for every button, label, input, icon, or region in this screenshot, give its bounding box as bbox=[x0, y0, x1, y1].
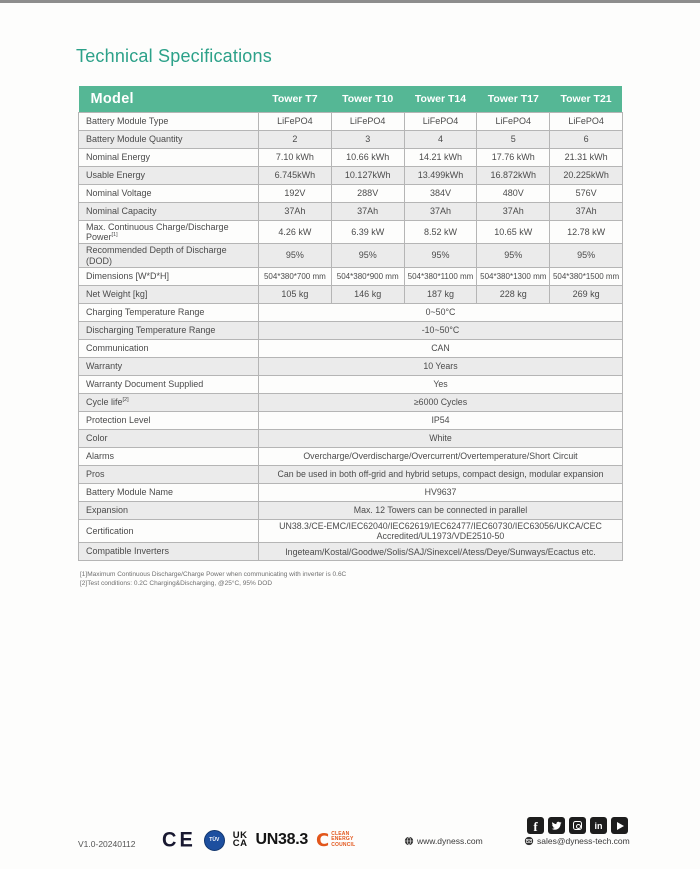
spec-value: 37Ah bbox=[331, 202, 404, 220]
cec-line2: ENERGY bbox=[331, 836, 354, 843]
table-row bbox=[79, 429, 623, 447]
spec-value: UN38.3/CE-EMC/IEC62040/IEC62619/IEC62477/IEC60730/IEC63056/UKCA/CEC Accredited/UL1973/VDE2510-50 bbox=[259, 519, 623, 542]
ukca-line1: UK bbox=[232, 829, 248, 841]
spec-label: Nominal Voltage bbox=[79, 184, 259, 202]
table-row bbox=[79, 339, 623, 357]
scan-top-edge bbox=[0, 0, 700, 3]
spec-value: 187 kg bbox=[404, 285, 477, 303]
spec-value: 37Ah bbox=[404, 202, 477, 220]
table-row bbox=[79, 447, 623, 465]
column-header: Tower T17 bbox=[477, 86, 550, 112]
spec-value: White bbox=[259, 429, 623, 447]
spec-value: 192V bbox=[259, 184, 332, 202]
table-row bbox=[79, 220, 623, 244]
spec-value: 37Ah bbox=[259, 202, 332, 220]
spec-label: Warranty Document Supplied bbox=[79, 375, 259, 393]
tuv-logo-label: TÜV bbox=[209, 837, 220, 843]
spec-label: Recommended Depth of Discharge (DOD) bbox=[79, 244, 259, 268]
spec-value: 6.745kWh bbox=[259, 166, 332, 184]
social-icons-row bbox=[527, 817, 628, 834]
spec-value: 13.499kWh bbox=[404, 166, 477, 184]
linkedin-icon[interactable]: in bbox=[590, 817, 607, 834]
clean-energy-council-logo bbox=[316, 830, 355, 851]
spec-label: Nominal Energy bbox=[79, 148, 259, 166]
spec-value: 5 bbox=[477, 130, 550, 148]
spec-value: 269 kg bbox=[550, 285, 623, 303]
spec-value: 480V bbox=[477, 184, 550, 202]
cec-line1: CLEAN bbox=[331, 831, 350, 838]
spec-value: LiFePO4 bbox=[550, 112, 623, 130]
spec-value: 2 bbox=[259, 130, 332, 148]
email-text: sales@dyness-tech.com bbox=[537, 836, 630, 846]
spec-label: Nominal Capacity bbox=[79, 202, 259, 220]
spec-value: 10.127kWh bbox=[331, 166, 404, 184]
facebook-icon[interactable]: f bbox=[527, 817, 544, 834]
spec-value: LiFePO4 bbox=[404, 112, 477, 130]
spec-value: LiFePO4 bbox=[477, 112, 550, 130]
certification-logos bbox=[162, 826, 355, 854]
table-row bbox=[79, 285, 623, 303]
column-header: Tower T14 bbox=[404, 86, 477, 112]
spec-value: 504*380*1500 mm bbox=[550, 267, 623, 285]
spec-label: Communication bbox=[79, 339, 259, 357]
spec-label: Usable Energy bbox=[79, 166, 259, 184]
spec-table-body bbox=[79, 112, 623, 561]
spec-value: 4.26 kW bbox=[259, 220, 332, 244]
footnote-2: [2]Test conditions: 0.2C Charging&Discharging, @25°C, 95% DOD bbox=[80, 579, 273, 587]
table-row bbox=[79, 202, 623, 220]
spec-value: 95% bbox=[477, 244, 550, 268]
instagram-icon[interactable] bbox=[569, 817, 586, 834]
spec-label: Battery Module Quantity bbox=[79, 130, 259, 148]
spec-value: Can be used in both off-grid and hybrid setups, compact design, modular expansion bbox=[259, 465, 623, 483]
spec-value: 504*380*1100 mm bbox=[404, 267, 477, 285]
table-row bbox=[79, 393, 623, 411]
table-row bbox=[79, 483, 623, 501]
spec-label: Net Weight [kg] bbox=[79, 285, 259, 303]
twitter-icon[interactable] bbox=[548, 817, 565, 834]
ce-mark-logo: CE bbox=[162, 827, 196, 852]
table-row bbox=[79, 543, 623, 561]
table-row bbox=[79, 519, 623, 542]
spec-value: 504*380*700 mm bbox=[259, 267, 332, 285]
column-header: Tower T21 bbox=[550, 86, 623, 112]
ukca-logo bbox=[232, 829, 248, 849]
spec-value: 21.31 kWh bbox=[550, 148, 623, 166]
table-row bbox=[79, 411, 623, 429]
spec-label: Pros bbox=[79, 465, 259, 483]
spec-label: Battery Module Name bbox=[79, 483, 259, 501]
spec-value: ≥6000 Cycles bbox=[259, 393, 623, 411]
spec-value: 6 bbox=[550, 130, 623, 148]
column-header: Tower T10 bbox=[331, 86, 404, 112]
table-row bbox=[79, 184, 623, 202]
document-version: V1.0-20240112 bbox=[78, 839, 136, 849]
spec-value: 10.65 kW bbox=[477, 220, 550, 244]
un38-3-logo: UN38.3 bbox=[255, 831, 308, 848]
table-row bbox=[79, 112, 623, 130]
envelope-icon bbox=[524, 836, 534, 846]
spec-value: 3 bbox=[331, 130, 404, 148]
spec-value: 4 bbox=[404, 130, 477, 148]
spec-label: Color bbox=[79, 429, 259, 447]
table-row bbox=[79, 357, 623, 375]
globe-icon bbox=[404, 836, 414, 846]
website-text: www.dyness.com bbox=[417, 836, 483, 846]
spec-value: 105 kg bbox=[259, 285, 332, 303]
footnote-1: [1]Maximum Continuous Discharge/Charge Power when communicating with inverter is 0.6C bbox=[80, 571, 347, 578]
spec-label: Compatible Inverters bbox=[79, 543, 259, 561]
spec-value: 14.21 kWh bbox=[404, 148, 477, 166]
spec-value: 7.10 kWh bbox=[259, 148, 332, 166]
spec-value: Yes bbox=[259, 375, 623, 393]
spec-value: IP54 bbox=[259, 411, 623, 429]
page-title: Technical Specifications bbox=[76, 46, 272, 66]
spec-value: HV9637 bbox=[259, 483, 623, 501]
spec-value: 37Ah bbox=[550, 202, 623, 220]
spec-value: Max. 12 Towers can be connected in parallel bbox=[259, 501, 623, 519]
spec-value: 8.52 kW bbox=[404, 220, 477, 244]
cec-c-icon: C bbox=[315, 829, 330, 851]
tuv-logo bbox=[204, 830, 225, 851]
table-row bbox=[79, 321, 623, 339]
spec-value: CAN bbox=[259, 339, 623, 357]
model-header: Model bbox=[79, 86, 259, 112]
table-row bbox=[79, 148, 623, 166]
table-row bbox=[79, 501, 623, 519]
spec-value: 95% bbox=[404, 244, 477, 268]
spec-value: Overcharge/Overdischarge/Overcurrent/Overtemperature/Short Circuit bbox=[259, 447, 623, 465]
spec-value: 10.66 kWh bbox=[331, 148, 404, 166]
spec-value: 0~50°C bbox=[259, 303, 623, 321]
spec-value: Ingeteam/Kostal/Goodwe/Solis/SAJ/Sinexcel/Atess/Deye/Sunways/Ecactus etc. bbox=[259, 543, 623, 561]
cec-line3: COUNCIL bbox=[331, 841, 356, 848]
table-row bbox=[79, 375, 623, 393]
spec-value: 576V bbox=[550, 184, 623, 202]
table-row bbox=[79, 244, 623, 268]
spec-table bbox=[78, 86, 623, 561]
youtube-icon[interactable] bbox=[611, 817, 628, 834]
table-row bbox=[79, 130, 623, 148]
spec-label: Expansion bbox=[79, 501, 259, 519]
spec-value: 6.39 kW bbox=[331, 220, 404, 244]
spec-value: 146 kg bbox=[331, 285, 404, 303]
spec-value: 288V bbox=[331, 184, 404, 202]
footnotes bbox=[80, 571, 346, 588]
spec-label: Max. Continuous Charge/Discharge Power[1] bbox=[79, 220, 259, 244]
table-row bbox=[79, 166, 623, 184]
spec-label: Certification bbox=[79, 519, 259, 542]
spec-value: 504*380*900 mm bbox=[331, 267, 404, 285]
email-link[interactable] bbox=[524, 836, 630, 846]
spec-value: LiFePO4 bbox=[331, 112, 404, 130]
spec-label: Alarms bbox=[79, 447, 259, 465]
column-header: Tower T7 bbox=[259, 86, 332, 112]
spec-value: 95% bbox=[550, 244, 623, 268]
table-row bbox=[79, 303, 623, 321]
spec-value: 37Ah bbox=[477, 202, 550, 220]
spec-label: Charging Temperature Range bbox=[79, 303, 259, 321]
spec-value: -10~50°C bbox=[259, 321, 623, 339]
spec-label: Protection Level bbox=[79, 411, 259, 429]
ukca-line2: CA bbox=[232, 838, 248, 849]
table-row bbox=[79, 465, 623, 483]
spec-value: 95% bbox=[259, 244, 332, 268]
spec-label: Cycle life[2] bbox=[79, 393, 259, 411]
header-row bbox=[79, 86, 623, 112]
spec-value: 12.78 kW bbox=[550, 220, 623, 244]
spec-value: 228 kg bbox=[477, 285, 550, 303]
spec-value: 10 Years bbox=[259, 357, 623, 375]
table-row bbox=[79, 267, 623, 285]
spec-label: Battery Module Type bbox=[79, 112, 259, 130]
spec-value: 20.225kWh bbox=[550, 166, 623, 184]
spec-value: 16.872kWh bbox=[477, 166, 550, 184]
spec-label: Discharging Temperature Range bbox=[79, 321, 259, 339]
cec-wordmark bbox=[331, 832, 355, 848]
spec-value: 384V bbox=[404, 184, 477, 202]
spec-value: 17.76 kWh bbox=[477, 148, 550, 166]
website-link[interactable] bbox=[404, 836, 483, 846]
spec-value: 504*380*1300 mm bbox=[477, 267, 550, 285]
spec-label: Dimensions [W*D*H] bbox=[79, 267, 259, 285]
spec-label: Warranty bbox=[79, 357, 259, 375]
spec-value: LiFePO4 bbox=[259, 112, 332, 130]
spec-value: 95% bbox=[331, 244, 404, 268]
